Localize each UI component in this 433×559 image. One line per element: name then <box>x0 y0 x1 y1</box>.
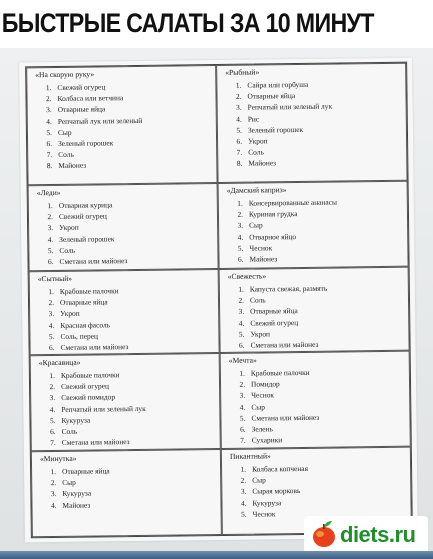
ingredient-text: Помидор <box>250 379 280 389</box>
salad-title: «На скорую руку» <box>35 69 95 80</box>
ingredient-number: 2. <box>240 475 247 485</box>
ingredient-number: 3. <box>49 393 56 403</box>
salad-card <box>29 269 220 355</box>
ingredient-text: Отварные яйца <box>59 297 108 308</box>
ingredient-number: 1. <box>239 368 245 378</box>
ingredient-number: 2. <box>45 94 52 104</box>
ingredient-number: 3. <box>50 489 57 499</box>
ingredient-list <box>33 80 212 172</box>
ingredient-text: Соль <box>61 426 78 436</box>
ingredient-text: Рис <box>247 114 260 124</box>
ingredient-number: 2. <box>239 379 246 389</box>
ingredient-number: 6. <box>239 424 246 434</box>
ingredient-item <box>228 433 406 446</box>
salad-title: «Рыбный» <box>225 67 260 77</box>
salad-grid <box>25 62 413 539</box>
ingredient-text: Сыр <box>252 475 266 485</box>
ingredient-text: Сметана или майонез <box>59 256 128 266</box>
ingredient-text: Крабовые палочки <box>250 367 310 378</box>
ingredient-number: 6. <box>238 340 245 350</box>
salad-title: «Минутка» <box>39 453 77 464</box>
ingredient-item <box>225 252 403 265</box>
ingredient-text: Майонез <box>249 254 278 264</box>
ingredient-number: 5. <box>236 125 242 135</box>
ingredient-text: Укроп <box>248 136 268 146</box>
ingredient-text: Зеленый горошек <box>58 138 114 148</box>
ingredient-text: Сметана или майонез <box>60 342 129 352</box>
ingredient-number: 7. <box>46 150 53 160</box>
ingredient-number: 4. <box>46 116 52 126</box>
ingredient-text: Сайра или горбуша <box>247 79 309 90</box>
ingredient-text: Майонез <box>62 500 91 510</box>
ingredient-text: Кукуруза <box>61 415 91 425</box>
ingredient-item <box>38 498 216 511</box>
salad-card <box>218 181 409 269</box>
salad-card <box>28 183 219 271</box>
ingredient-number: 4. <box>50 500 57 510</box>
ingredient-text: Майонез <box>58 161 87 171</box>
salad-card <box>30 353 221 451</box>
recipe-sheet <box>19 58 418 543</box>
ingredient-text: Капуста свежая, размять <box>249 283 328 294</box>
salad-title: «Красавица» <box>38 357 81 368</box>
ingredient-text: Сметана или майонез <box>251 412 320 423</box>
ingredient-list <box>227 366 406 447</box>
ingredient-text: Отварные яйца <box>62 466 110 476</box>
ingredient-number: 1. <box>47 201 53 211</box>
ingredient-number: 3. <box>239 391 246 401</box>
ingredient-text: Репчатый лук или зеленый <box>57 115 143 126</box>
ingredient-text: Репчатый или зеленый лук <box>247 102 333 113</box>
ingredient-text: Соль <box>59 245 76 255</box>
ingredient-list <box>225 196 404 265</box>
ingredient-number: 1. <box>238 284 244 294</box>
ingredient-number: 1. <box>49 371 55 381</box>
ingredient-text: Куриная грудка <box>248 209 298 219</box>
ingredient-text: Сырая морковь <box>252 486 301 497</box>
ingredient-text: Майонез <box>248 158 277 169</box>
ingredient-number: 6. <box>236 136 243 146</box>
ingredient-text: Свежий огурец <box>250 317 299 328</box>
ingredient-text: Соль <box>248 147 264 157</box>
salad-card <box>31 449 222 537</box>
ingredient-number: 5. <box>237 243 244 253</box>
ingredient-list <box>38 464 217 511</box>
ingredient-text: Отварные яйца <box>57 104 106 115</box>
ingredient-number: 5. <box>46 127 52 137</box>
ingredient-number: 2. <box>50 478 57 488</box>
ingredient-number: 4. <box>239 402 246 412</box>
ingredient-number: 5. <box>241 509 247 519</box>
ingredient-number: 6. <box>237 254 244 264</box>
ingredient-text: Сухарики <box>251 435 283 445</box>
ingredient-text: Сыр <box>62 477 76 488</box>
ingredient-text: Чеснок <box>252 509 276 519</box>
ingredient-number: 6. <box>46 139 53 149</box>
ingredient-text: Соль <box>58 149 74 160</box>
ingredient-text: Крабовые палочки <box>59 286 119 296</box>
ingredient-text: Сыр <box>251 402 265 412</box>
ingredient-number: 2. <box>237 209 244 219</box>
ingredient-number: 4. <box>240 498 247 508</box>
ingredient-number: 4. <box>48 320 55 330</box>
ingredient-text: Свежий огурец <box>58 211 107 222</box>
ingredient-text: Консервированные ананасы <box>248 197 337 208</box>
ingredient-text: Репчатый или зеленый лук <box>61 403 146 414</box>
ingredient-number: 4. <box>47 234 54 244</box>
ingredient-text: Зеленый горошек <box>59 233 115 244</box>
ingredient-text: Кукуруза <box>252 497 282 508</box>
watermark <box>304 516 428 554</box>
ingredient-number: 5. <box>49 415 56 425</box>
salad-title: «Дамский каприз» <box>226 185 287 195</box>
ingredient-text: Отварные яйца <box>247 91 296 101</box>
apple-icon <box>310 519 338 549</box>
salad-card <box>220 351 411 449</box>
ingredient-item <box>34 158 212 171</box>
ingredient-number: 6. <box>48 343 55 353</box>
ingredient-list <box>226 282 405 351</box>
ingredient-number: 7. <box>50 438 56 448</box>
ingredient-text: Колбаса или ветчина <box>57 93 124 104</box>
ingredient-number: 1. <box>45 83 52 93</box>
ingredient-number: 6. <box>47 257 54 267</box>
ingredient-text: Сметана или майонез <box>61 437 130 448</box>
salad-title: «Сытный» <box>37 273 73 284</box>
ingredient-text: Укроп <box>60 309 80 319</box>
ingredient-number: 8. <box>46 161 53 171</box>
ingredient-list <box>223 78 402 170</box>
ingredient-number: 2. <box>49 382 56 392</box>
watermark-brand: diets.ru <box>340 522 416 547</box>
ingredient-text: Сыр <box>249 220 263 231</box>
ingredient-text: Чеснок <box>251 390 275 401</box>
ingredient-number: 3. <box>236 103 242 113</box>
ingredient-number: 5. <box>48 331 55 341</box>
ingredient-text: Свежий огурец <box>60 381 109 392</box>
ingredient-number: 5. <box>238 329 245 339</box>
ingredient-number: 2. <box>238 295 245 305</box>
ingredient-text: Зелень <box>251 424 273 434</box>
ingredient-text: Крабовые палочки <box>60 370 120 380</box>
ingredient-list <box>36 284 215 353</box>
ingredient-number: 2. <box>47 212 54 222</box>
salad-card <box>216 63 407 183</box>
ingredient-item <box>224 156 402 169</box>
ingredient-number: 2. <box>48 298 55 308</box>
ingredient-list <box>35 198 214 267</box>
ingredient-text: Отварное яйцо <box>249 231 297 242</box>
ingredient-item <box>37 340 215 353</box>
ingredient-list <box>37 368 216 449</box>
ingredient-text: Соль <box>249 295 266 305</box>
ingredient-number: 5. <box>47 245 54 255</box>
salad-title: «Свежесть» <box>227 271 267 281</box>
salad-title: «Мечта» <box>228 355 257 365</box>
ingredient-text: Чеснок <box>249 243 273 253</box>
ingredient-item <box>38 435 216 448</box>
ingredient-number: 7. <box>236 147 243 157</box>
ingredient-list <box>228 462 407 520</box>
ingredient-number: 1. <box>48 287 54 297</box>
ingredient-text: Отварная курица <box>58 200 113 210</box>
ingredient-number: 3. <box>48 309 55 319</box>
ingredient-number: 5. <box>239 413 246 423</box>
salad-card <box>26 65 217 185</box>
salad-title: Пикантный» <box>229 451 271 461</box>
ingredient-item <box>226 338 404 351</box>
ingredient-text: Отварные яйца <box>250 306 298 317</box>
ingredient-text: Сметана или майонез <box>250 339 319 350</box>
ingredient-number: 4. <box>237 232 244 242</box>
ingredient-number: 4. <box>236 114 242 124</box>
ingredient-text: Колбаса копченая <box>252 463 309 474</box>
ingredient-number: 3. <box>240 487 247 497</box>
ingredient-number: 8. <box>236 159 243 169</box>
ingredient-text: Кукуруза <box>62 488 92 499</box>
ingredient-text: Укроп <box>250 329 271 339</box>
ingredient-text: Свежий огурец <box>57 82 106 92</box>
ingredient-number: 1. <box>235 80 242 90</box>
ingredient-number: 2. <box>235 91 242 101</box>
recipe-photo <box>0 48 433 559</box>
ingredient-text: Зеленый горошек <box>247 124 304 135</box>
salad-title: «Леди» <box>36 187 61 198</box>
ingredient-number: 3. <box>237 221 244 231</box>
os-taskbar <box>0 551 433 559</box>
ingredient-text: Красная фасоль <box>60 319 111 330</box>
page-title: БЫСТРЫЕ САЛАТЫ ЗА 10 МИНУТ <box>1 8 374 38</box>
ingredient-number: 4. <box>49 404 56 414</box>
ingredient-number: 7. <box>240 435 246 445</box>
ingredient-number: 3. <box>238 307 245 317</box>
ingredient-number: 6. <box>49 427 56 437</box>
ingredient-number: 4. <box>238 318 245 328</box>
ingredient-text: Соль, перец <box>60 331 98 341</box>
ingredient-item <box>35 254 213 267</box>
ingredient-number: 1. <box>50 466 57 477</box>
ingredient-number: 3. <box>47 223 54 233</box>
ingredient-number: 3. <box>46 105 52 115</box>
ingredient-text: Свежий помидор <box>61 392 116 403</box>
ingredient-number: 1. <box>237 198 243 208</box>
salad-card <box>219 267 410 353</box>
ingredient-text: Сыр <box>57 127 72 137</box>
ingredient-number: 1. <box>240 464 247 474</box>
ingredient-text: Укроп <box>59 223 79 233</box>
